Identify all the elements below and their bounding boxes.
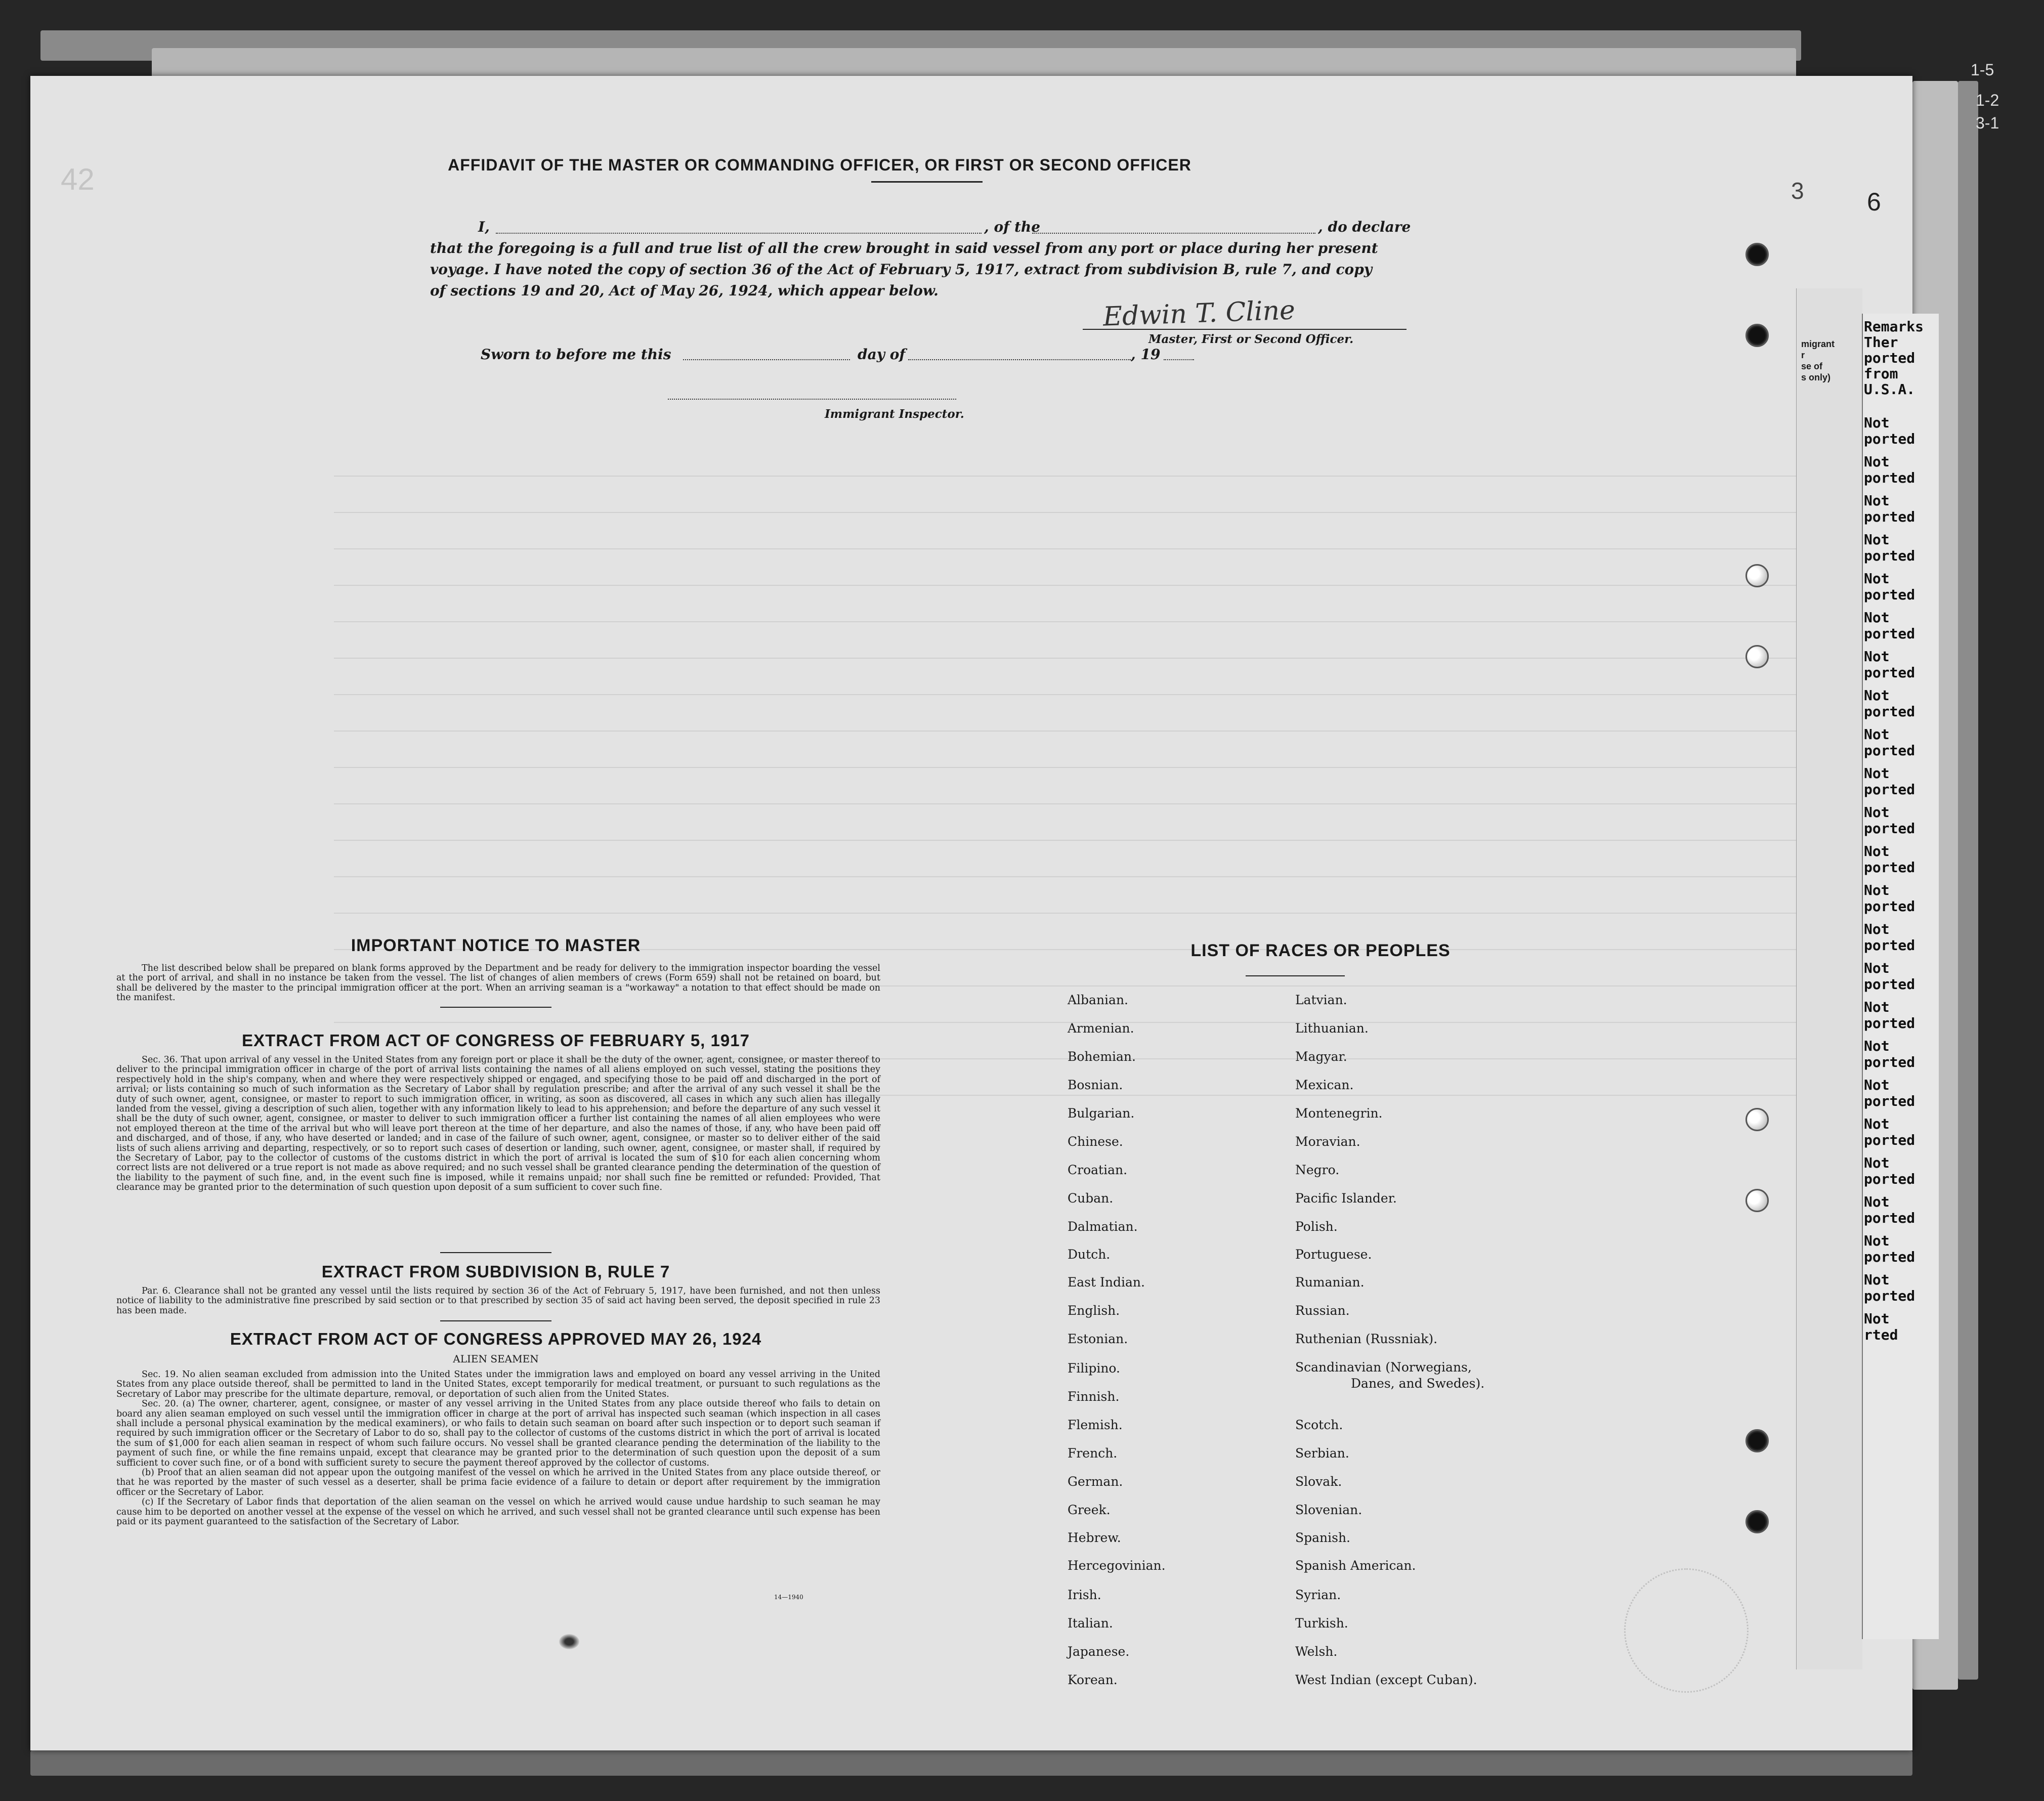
- race-right-item: Negro.: [1295, 1163, 1340, 1177]
- sec19-text: Sec. 19. No alien seaman excluded from admission into the United States under the immigration laws and employed on board any vessel arriving in the United States from any place outside thereof, shall be permitted to land in the United States, except temporarily for medical treatment, or pursuant to such regulations as the Secretary of Labor may prescribe for the ultimate departure, removal, or deportation of such alien from the United States.: [116, 1369, 880, 1399]
- race-left-item: Armenian.: [1068, 1021, 1134, 1036]
- signature: Edwin T. Cline: [1102, 295, 1296, 332]
- race-left-item: Korean.: [1068, 1673, 1118, 1687]
- extract1924-title: EXTRACT FROM ACT OF CONGRESS APPROVED MAY 26, 1924: [230, 1330, 762, 1348]
- sworn-text: Sworn to before me this: [481, 346, 671, 363]
- race-left-item: East Indian.: [1068, 1275, 1145, 1290]
- vessel-blank: [1032, 233, 1315, 234]
- remarks-entry: ported: [1864, 742, 1915, 759]
- sec20b-text: (b) Proof that an alien seaman did not appear upon the outgoing manifest of the vessel on which he arrived in the United States from any place outside thereof, or that he was reported by the master of such vessel as a deserter, shall be prima facie evidence of a failure to detain or deport after requirement by the immigration officer or the Secretary of Labor.: [116, 1468, 880, 1497]
- race-right-item: Rumanian.: [1295, 1275, 1365, 1290]
- remarks-entry: Not: [1864, 609, 1890, 626]
- race-right-item: Welsh.: [1295, 1644, 1338, 1659]
- page-mark: 3: [1791, 178, 1804, 204]
- race-left-item: Hebrew.: [1068, 1530, 1121, 1545]
- remarks-entry: Not: [1864, 648, 1890, 665]
- races-rule: [1246, 975, 1345, 976]
- affidavit-declare: , do declare: [1318, 219, 1411, 235]
- remarks-entry: ported: [1864, 1132, 1915, 1148]
- extract1917-block: [116, 1055, 880, 1193]
- punch-hole: [1745, 1108, 1769, 1131]
- race-right-item: Russian.: [1295, 1303, 1350, 1318]
- name-blank: [496, 233, 982, 234]
- bleed-through: [334, 440, 1801, 1108]
- remarks-entry: ported: [1864, 703, 1915, 720]
- rule7-text: Par. 6. Clearance shall not be granted any vessel until the lists required by section 36 of the Act of February 5, 1917, have been furnished, and not then unless notice of liability to the administrative fine prescribed by said section or to that prescribed by section 35 of said act having been served, the deposit specified in rule 23 has been made.: [116, 1286, 880, 1316]
- race-left-item: Bosnian.: [1068, 1078, 1123, 1092]
- notice-text: The list described below shall be prepared on blank forms approved by the Department and be ready for delivery to the immigration inspector boarding the vessel at the port of arrival, and shall in no instance be taken from the vessel. The list of changes of alien members of crews (Form 659) shall not be retained on board, but shall be delivered by the master to the principal immigration officer at the port. When an arriving seaman is a "workaway" a notation to that effect should be made on the manifest.: [116, 963, 880, 1003]
- remarks-entry: ported: [1864, 1015, 1915, 1032]
- extract1917-text: Sec. 36. That upon arrival of any vessel in the United States from any foreign port or place it shall be the duty of the owner, agent, consignee, or master thereof to deliver to the principal immigration officer in charge of the port of arrival lists containing the names of all aliens employed on such vessel, stating the positions they respectively hold in the ship's company, when and where they were respectively shipped or engaged, and specifying those to be paid off and discharged in the port of arrival; or lists containing so much of such information as the Secretary of Labor shall by regulation prescribe; and after the arrival of any such vessel it shall be the duty of such owner, agent, consignee, or master to report to such immigration officer, in writing, as soon as discovered, all cases in which any such alien has illegally landed from the vessel, giving a description of such alien, together with any information likely to lead to his apprehension; and before the departure of any such vessel it shall be the duty of such owner, agent, consignee, or master to deliver to such immigration officer a further list containing the names of all alien employees who were not employed thereon at the time of the arrival but who will leave port thereon at the time of her departure, and also the names of those, if any, who have been paid off and discharged, and of those, if any, who have deserted or landed; and in case of the failure of such owner, agent, consignee, or master so to deliver either of the said lists of such aliens arriving and departing, respectively, or so to report such cases of desertion or landing, such owner, agent, consignee, or master shall, if required by the Secretary of Labor, pay to the collector of customs of the customs district in which the port of arrival is located the sum of $10 for each alien concerning whom correct lists are not delivered or a true report is not made as above required; and no such vessel shall be granted clearance pending the determination of the question of the liability to the payment of such fine, and, in the event such fine is imposed, while it remains unpaid; nor shall such fine be remitted or refunded: Provided, That clearance may be granted prior to the determination of such question upon deposit of a sum sufficient to cover such fine.: [116, 1055, 880, 1193]
- remarks-entry: Not: [1864, 1077, 1890, 1093]
- punch-hole: [1745, 1510, 1769, 1533]
- remarks-entry: ported: [1864, 586, 1915, 603]
- race-right-item: Syrian.: [1295, 1588, 1341, 1602]
- remarks-entry: ported: [1864, 976, 1915, 993]
- affidavit-line4: of sections 19 and 20, Act of May 26, 1924, which appear below.: [430, 282, 939, 299]
- race-right-item: Mexican.: [1295, 1078, 1354, 1092]
- punch-hole: [1745, 1189, 1769, 1212]
- remarks-entry: ported: [1864, 898, 1915, 915]
- remarks-entry: ported: [1864, 1054, 1915, 1070]
- remarks-entry: ported: [1864, 1288, 1915, 1304]
- race-left-item: Bulgarian.: [1068, 1106, 1135, 1121]
- remarks-entry: ported: [1864, 431, 1915, 447]
- remarks-entry: Not: [1864, 1271, 1890, 1288]
- corner-mark: 1-5: [1971, 61, 1994, 79]
- remarks-entry: Not: [1864, 1038, 1890, 1054]
- remarks-header-line: ported: [1864, 350, 1915, 366]
- race-right-item: Polish.: [1295, 1219, 1338, 1234]
- punch-hole: [1745, 564, 1769, 587]
- remarks-entry: Not: [1864, 414, 1890, 431]
- remarks-entry: ported: [1864, 781, 1915, 798]
- extract1924-block: [116, 1370, 880, 1527]
- punch-hole: [1745, 1429, 1769, 1452]
- remarks-entry: Not: [1864, 960, 1890, 976]
- remarks-entry: Not: [1864, 687, 1890, 704]
- punch-hole: [1745, 243, 1769, 266]
- race-right-item: Pacific Islander.: [1295, 1191, 1397, 1206]
- next-sheet-strip: [1796, 288, 1862, 1669]
- race-right-item: Portuguese.: [1295, 1247, 1372, 1262]
- remarks-header-line: from: [1864, 365, 1898, 382]
- race-left-item: German.: [1068, 1474, 1123, 1489]
- race-left-item: Estonian.: [1068, 1332, 1128, 1346]
- affidavit-title: AFFIDAVIT OF THE MASTER OR COMMANDING OFFICER, OR FIRST OR SECOND OFFICER: [448, 156, 1191, 174]
- race-left-item: Filipino.: [1068, 1361, 1120, 1376]
- remarks-entry: Not: [1864, 765, 1890, 782]
- sec20a-text: Sec. 20. (a) The owner, charterer, agent, consignee, or master of any vessel arriving in the United States from any place outside thereof who fails to detain on board any alien seaman employed on such vessel until the immigration officer in charge at the port of arrival has inspected such seaman (which inspection in all cases shall include a personal physical examination by the medical examiners), or who fails to detain such seaman on board after such inspection or to deport such seaman if required by such immigration officer or the Secretary of Labor to do so, shall pay to the collector of customs of the customs district in which the port of arrival is located the sum of $1,000 for each alien seaman in respect of whom such failure occurs. No vessel shall be granted clearance pending the determination of the liability to the payment of such fine, or while the fine remains unpaid, except that clearance may be granted prior to the determination of such question upon the deposit of a sum sufficient to cover such fine, or of a bond with sufficient surety to secure the payment thereof approved by the collector of customs.: [116, 1399, 880, 1468]
- race-right-item: Ruthenian (Russniak).: [1295, 1332, 1438, 1346]
- race-left-item: Chinese.: [1068, 1134, 1123, 1149]
- remarks-entry: Not: [1864, 1154, 1890, 1171]
- rule7-title: EXTRACT FROM SUBDIVISION B, RULE 7: [321, 1262, 670, 1281]
- race-left-item: Italian.: [1068, 1616, 1113, 1631]
- background-sheet: [30, 1750, 1912, 1776]
- background-sheet: [1958, 81, 1978, 1680]
- race-right-item: Slovenian.: [1295, 1503, 1362, 1517]
- race-left-item: Cuban.: [1068, 1191, 1114, 1206]
- race-left-item: Croatian.: [1068, 1163, 1128, 1177]
- race-left-item: Albanian.: [1068, 993, 1129, 1007]
- title-rule: [871, 181, 983, 183]
- sec20c-text: (c) If the Secretary of Labor finds that deportation of the alien seaman on the vessel on which he arrived would cause undue hardship to such seaman he may cause him to be deported on another vessel at the expense of the vessel on which he arrived, and such vessel shall not be granted clearance until such expense has been paid or its payment guaranteed to the satisfaction of the Secretary of Labor.: [116, 1497, 880, 1527]
- race-right-item: Serbian.: [1295, 1446, 1349, 1461]
- remarks-entry: Not: [1864, 1310, 1890, 1327]
- remarks-entry: Not: [1864, 726, 1890, 743]
- affidavit-line2: that the foregoing is a full and true list of all the crew brought in said vessel from any port or place during her present: [430, 240, 1378, 256]
- remarks-entry: Not: [1864, 531, 1890, 548]
- race-left-item: Hercegovinian.: [1068, 1558, 1166, 1573]
- race-right-item: Slovak.: [1295, 1474, 1342, 1489]
- race-right-item: Turkish.: [1295, 1616, 1348, 1631]
- signature-caption: Master, First or Second Officer.: [1148, 332, 1354, 346]
- remarks-entry: ported: [1864, 937, 1915, 954]
- race-left-item: Finnish.: [1068, 1389, 1120, 1404]
- day-blank: [908, 359, 1131, 360]
- remarks-header-line: Remarks: [1864, 318, 1924, 335]
- remarks-entry: ported: [1864, 547, 1915, 564]
- punch-hole: [1745, 645, 1769, 668]
- sworn-blank: [683, 359, 850, 360]
- remarks-entry: ported: [1864, 1093, 1915, 1109]
- remarks-entry: Not: [1864, 453, 1890, 470]
- partial-header-line: s only): [1801, 372, 1831, 382]
- remarks-entry: Not: [1864, 570, 1890, 587]
- remarks-entry: Not: [1864, 882, 1890, 898]
- inspector-blank: [668, 399, 956, 400]
- extract1917-title: EXTRACT FROM ACT OF CONGRESS OF FEBRUARY 5, 1917: [242, 1031, 750, 1050]
- race-right-item: Moravian.: [1295, 1134, 1360, 1149]
- page-mark: 6: [1867, 188, 1881, 216]
- ink-blot: [559, 1634, 579, 1649]
- race-right-item: Spanish American.: [1295, 1558, 1416, 1573]
- remarks-entry: Not: [1864, 843, 1890, 860]
- race-right-item: Magyar.: [1295, 1049, 1347, 1064]
- rule7-rule: [440, 1320, 551, 1321]
- punch-hole: [1745, 324, 1769, 347]
- document-page: [30, 76, 1912, 1750]
- race-right-item: Scandinavian (Norwegians,: [1295, 1360, 1472, 1375]
- remarks-entry: ported: [1864, 1171, 1915, 1187]
- remarks-entry: ported: [1864, 469, 1915, 486]
- race-left-item: English.: [1068, 1303, 1120, 1318]
- remarks-header-line: Ther: [1864, 334, 1898, 351]
- corner-mark: 3-1: [1976, 114, 1999, 132]
- remarks-entry: ported: [1864, 625, 1915, 642]
- remarks-entry: ported: [1864, 508, 1915, 525]
- race-right-item: Latvian.: [1295, 993, 1347, 1007]
- race-left-item: Japanese.: [1068, 1644, 1130, 1659]
- remarks-entry: Not: [1864, 1193, 1890, 1210]
- notice-rule: [440, 1007, 551, 1008]
- remarks-entry: ported: [1864, 859, 1915, 876]
- remarks-header: [1864, 319, 1924, 397]
- race-right-item: Montenegrin.: [1295, 1106, 1383, 1121]
- race-right-item: Spanish.: [1295, 1530, 1351, 1545]
- partial-header-line: r: [1801, 350, 1805, 360]
- race-left-item: French.: [1068, 1446, 1118, 1461]
- corner-mark: 1-2: [1976, 91, 1999, 109]
- affidavit-of-the: , of the: [984, 219, 1041, 235]
- remarks-entry: Not: [1864, 921, 1890, 937]
- affidavit-line1: [478, 217, 1450, 238]
- remarks-entry: Not: [1864, 1116, 1890, 1132]
- form-number: 14—1940: [774, 1594, 803, 1601]
- remarks-entry: Not: [1864, 804, 1890, 821]
- year-text: , 19: [1131, 346, 1161, 363]
- remarks-entry: rted: [1864, 1326, 1898, 1343]
- remarks-entry: ported: [1864, 1249, 1915, 1265]
- stamp-mark: [1624, 1568, 1749, 1693]
- partial-header-line: migrant: [1801, 339, 1835, 349]
- race-right-item: Lithuanian.: [1295, 1021, 1369, 1036]
- extract1924-subtitle: ALIEN SEAMEN: [453, 1353, 539, 1365]
- rule7-block: [116, 1287, 880, 1316]
- remarks-header-line: U.S.A.: [1864, 381, 1915, 398]
- races-title: LIST OF RACES OR PEOPLES: [1190, 941, 1451, 960]
- remarks-entry: ported: [1864, 820, 1915, 837]
- notice-title: IMPORTANT NOTICE TO MASTER: [351, 936, 641, 955]
- remarks-entry: Not: [1864, 999, 1890, 1015]
- page-mark: 42: [61, 162, 95, 196]
- day-of-text: day of: [858, 346, 906, 363]
- remarks-entry: ported: [1864, 1210, 1915, 1226]
- race-left-item: Dutch.: [1068, 1247, 1111, 1262]
- race-left-item: Flemish.: [1068, 1418, 1123, 1432]
- race-right-item: Danes, and Swedes).: [1351, 1376, 1485, 1391]
- race-left-item: Irish.: [1068, 1588, 1101, 1602]
- race-right-item: Scotch.: [1295, 1418, 1343, 1432]
- background-sheet: [152, 48, 1796, 78]
- extract1917-rule: [440, 1252, 551, 1253]
- race-right-item: West Indian (except Cuban).: [1295, 1673, 1477, 1687]
- race-left-item: Dalmatian.: [1068, 1219, 1138, 1234]
- notice-block: [116, 964, 880, 1003]
- race-left-item: Greek.: [1068, 1503, 1111, 1517]
- remarks-entry: Not: [1864, 492, 1890, 509]
- inspector-caption: Immigrant Inspector.: [825, 407, 964, 421]
- affidavit-line3: voyage. I have noted the copy of section 36 of the Act of February 5, 1917, extract from subdivision B, rule 7, and copy: [430, 261, 1373, 278]
- affidavit-i: I,: [478, 219, 490, 235]
- remarks-entry: Not: [1864, 1232, 1890, 1249]
- race-left-item: Bohemian.: [1068, 1049, 1136, 1064]
- remarks-entry: ported: [1864, 664, 1915, 681]
- year-blank: [1164, 359, 1194, 360]
- partial-header-line: se of: [1801, 361, 1823, 371]
